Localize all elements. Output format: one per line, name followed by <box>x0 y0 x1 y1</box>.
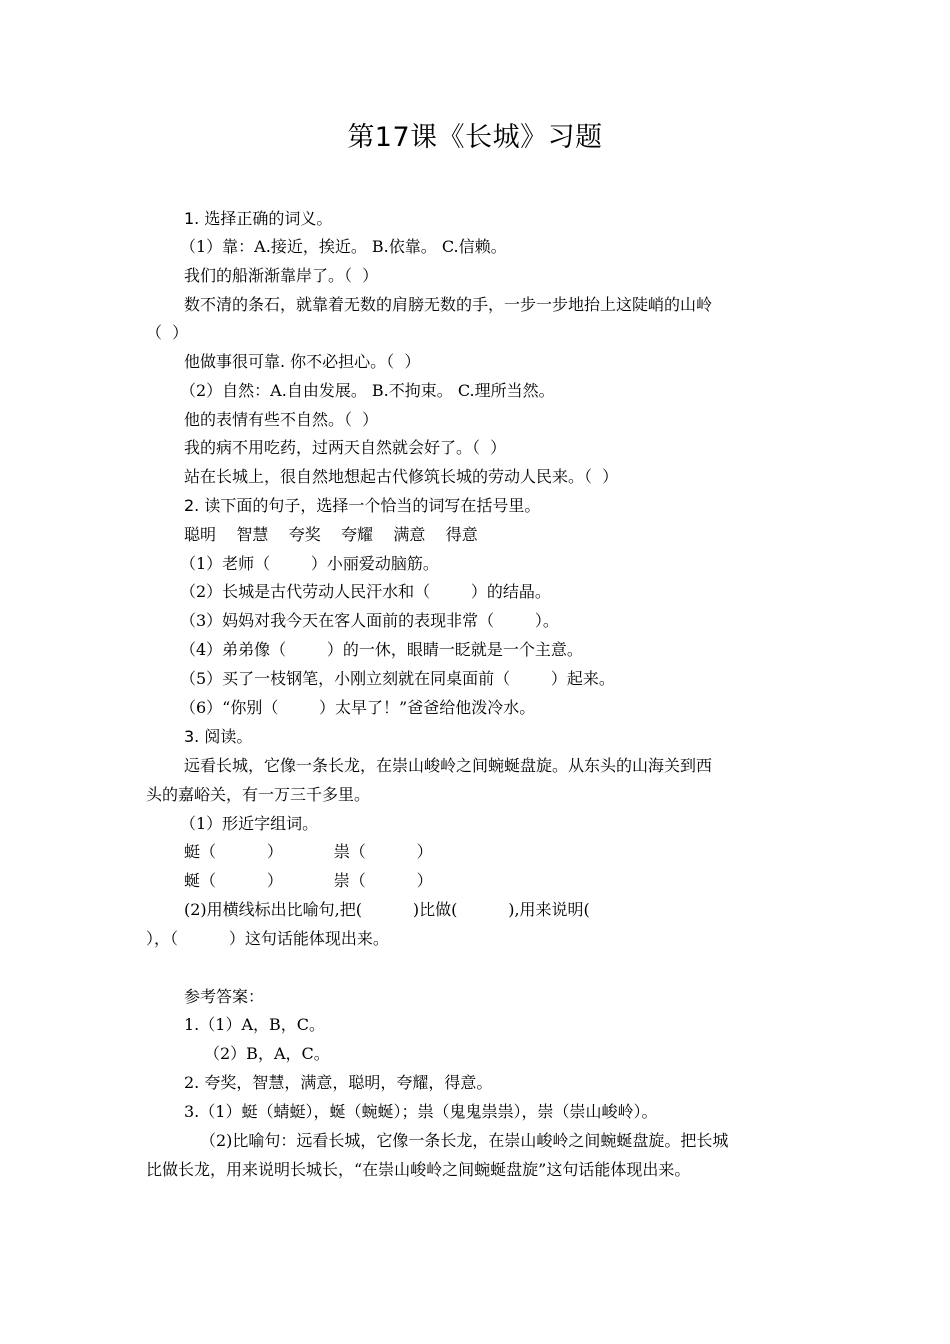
text-line: （4）弟弟像（ ）的一休，眼睛一眨就是一个主意。 <box>180 640 583 659</box>
text-line: （1）靠：A.接近，挨近。 B.依靠。 C.信赖。 <box>180 237 507 256</box>
text-line: 他的表情有些不自然。（ ） <box>184 410 379 429</box>
text-line: （ ） <box>146 323 189 342</box>
text-line: 2. 夸奖，智慧，满意，聪明，夸耀，得意。 <box>184 1073 493 1092</box>
section-heading: 3. 阅读。 <box>184 727 253 746</box>
text-line: (2)用横线标出比喻句,把( )比做( ),用来说明( <box>184 900 590 919</box>
text-line: 头的嘉峪关，有一万三千多里。 <box>146 785 371 804</box>
text-line: 远看长城，它像一条长龙，在崇山峻岭之间蜿蜒盘旋。从东头的山海关到西 <box>184 756 713 775</box>
text-line: （3）妈妈对我今天在客人面前的表现非常（ ）。 <box>180 611 559 630</box>
section-heading: 1. 选择正确的词义。 <box>184 209 333 228</box>
text-line: 3.（1）蜓（蜻蜓），蜒（蜿蜒）；祟（鬼鬼祟祟），崇（崇山峻岭）。 <box>184 1102 658 1121</box>
text-line: 聪明 智慧 夸奖 夸耀 满意 得意 <box>184 525 478 544</box>
text-line: 我的病不用吃药，过两天自然就会好了。（ ） <box>184 438 507 457</box>
text-line: （1）形近字组词。 <box>180 814 319 833</box>
text-line: （6）“你别（ ）太早了！”爸爸给他泼冷水。 <box>180 698 536 717</box>
text-line: （2）B，A，C。 <box>204 1044 330 1063</box>
text-line: 蜒（ ） 崇（ ） <box>184 871 433 890</box>
text-line: 数不清的条石，就靠着无数的肩膀无数的手，一步一步地抬上这陡峭的山岭 <box>184 295 713 314</box>
text-line: ），（ ）这句话能体现出来。 <box>146 929 389 948</box>
text-line: 蜓（ ） 祟（ ） <box>184 842 433 861</box>
text-line: 他做事很可靠. 你不必担心。（ ） <box>184 352 421 371</box>
section-heading: 参考答案： <box>184 987 265 1006</box>
text-line: （2）自然：A.自由发展。 B.不拘束。 C.理所当然。 <box>180 381 555 400</box>
text-line: 站在长城上，很自然地想起古代修筑长城的劳动人民来。（ ） <box>184 467 619 486</box>
page-title: 第17课《长城》习题 <box>347 122 603 153</box>
text-line: （5）买了一枝钢笔，小刚立刻就在同桌面前（ ）起来。 <box>180 669 615 688</box>
text-line: （2）长城是古代劳动人民汗水和（ ）的结晶。 <box>180 582 551 601</box>
text-line: （1）老师（ ）小丽爱动脑筋。 <box>180 554 439 573</box>
text-line: 我们的船渐渐靠岸了。（ ） <box>184 266 379 285</box>
section-heading: 2. 读下面的句子，选择一个恰当的词写在括号里。 <box>184 496 541 515</box>
text-line: 比做长龙，用来说明长城长，“在崇山峻岭之间蜿蜒盘旋”这句话能体现出来。 <box>146 1160 691 1179</box>
text-line: （2)比喻句：远看长城，它像一条长龙，在崇山峻岭之间蜿蜒盘旋。把长城 <box>200 1131 729 1150</box>
text-line: 1.（1）A，B，C。 <box>184 1015 326 1034</box>
